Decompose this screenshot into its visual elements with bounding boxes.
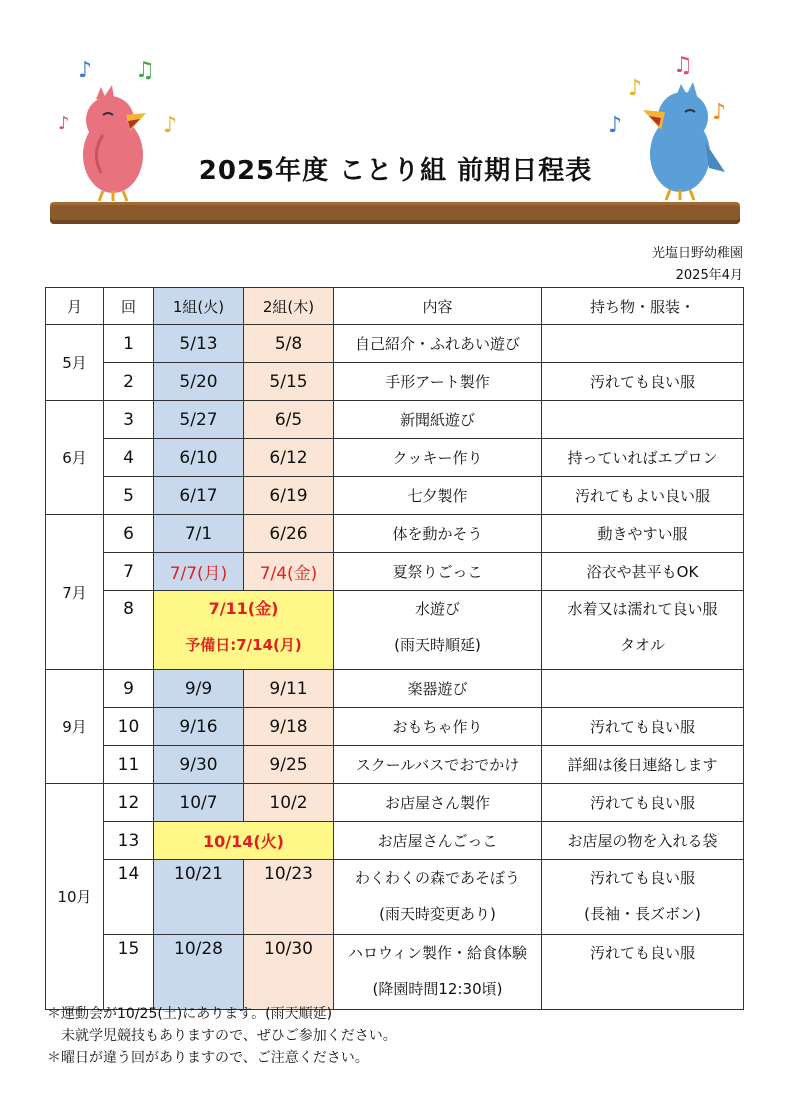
items-cell: お店屋の物を入れる袋 [542, 822, 744, 860]
content-cell [334, 591, 542, 670]
school-name: 光塩日野幼稚園 [651, 246, 743, 261]
table-row [46, 591, 744, 670]
table-row [46, 746, 744, 784]
table-row [46, 670, 744, 708]
merged-date: 10/14(火) [154, 822, 334, 860]
merged-date-cell [154, 591, 334, 670]
class1-date: 5/20 [154, 363, 244, 401]
session-no: 5 [104, 477, 154, 515]
class2-date: 9/25 [244, 746, 334, 784]
session-no: 7 [104, 553, 154, 591]
content-cell: スクールバスでおでかけ [334, 746, 542, 784]
items-cell [542, 670, 744, 708]
schedule-table [45, 287, 744, 1010]
session-no: 10 [104, 708, 154, 746]
items-note: (長袖・長ズボン) [584, 905, 701, 923]
items-cell: 動きやすい服 [542, 515, 744, 553]
content-cell: 夏祭りごっこ [334, 553, 542, 591]
content-cell: 新聞紙遊び [334, 401, 542, 439]
page-title: 2025年度 ことり組 前期日程表 [198, 156, 593, 186]
class2-date: 10/30 [244, 935, 334, 1010]
month-cell: 7月 [46, 515, 104, 670]
class2-date: 10/2 [244, 784, 334, 822]
items-cell: 汚れても良い服 [542, 784, 744, 822]
items-cell: 浴衣や甚平もOK [542, 553, 744, 591]
table-row [46, 784, 744, 822]
school-info [652, 243, 743, 287]
footnote: ＊曜日が違う回がありますので、ご注意ください。 [47, 1050, 369, 1066]
items-cell [542, 591, 744, 670]
branch [50, 202, 740, 224]
content-line: わくわくの森であそぼう [354, 869, 520, 887]
col-items: 持ち物・服装・ [542, 288, 744, 325]
content-cell: おもちゃ作り [334, 708, 542, 746]
items-cell: 汚れても良い服 [542, 708, 744, 746]
footnote: ＊運動会が10/25(土)にあります。(雨天順延) [47, 1006, 333, 1022]
col-class1: 1組(火) [154, 288, 244, 325]
month-cell: 6月 [46, 401, 104, 515]
content-line: 水遊び [414, 600, 460, 618]
content-cell: 手形アート製作 [334, 363, 542, 401]
session-no: 14 [104, 860, 154, 935]
class2-date: 6/19 [244, 477, 334, 515]
content-cell: クッキー作り [334, 439, 542, 477]
reserve-date: 予備日:7/14(月) [185, 636, 302, 654]
class1-date: 10/28 [154, 935, 244, 1010]
table-row [46, 708, 744, 746]
class1-date: 5/27 [154, 401, 244, 439]
header-illustration [0, 0, 791, 240]
col-month: 月 [46, 288, 104, 325]
class2-date: 10/23 [244, 860, 334, 935]
month-cell: 9月 [46, 670, 104, 784]
content-cell: 七夕製作 [334, 477, 542, 515]
footnotes [47, 1003, 397, 1069]
music-note-icon: ♫ [673, 53, 693, 78]
items-cell [542, 325, 744, 363]
class2-date: 7/4(金) [244, 553, 334, 591]
content-cell: 楽器遊び [334, 670, 542, 708]
content-note: (雨天時変更あり) [379, 905, 496, 923]
class1-date: 6/10 [154, 439, 244, 477]
table-row [46, 822, 744, 860]
session-no: 11 [104, 746, 154, 784]
col-class2: 2組(木) [244, 288, 334, 325]
music-note-icon: ♪ [608, 113, 623, 138]
class2-date: 6/26 [244, 515, 334, 553]
items-line: 汚れても良い服 [589, 869, 695, 887]
table-row [46, 325, 744, 363]
col-no: 回 [104, 288, 154, 325]
session-no: 9 [104, 670, 154, 708]
session-no: 13 [104, 822, 154, 860]
content-cell: お店屋さんごっこ [334, 822, 542, 860]
class2-date: 9/18 [244, 708, 334, 746]
content-cell: 自己紹介・ふれあい遊び [334, 325, 542, 363]
session-no: 4 [104, 439, 154, 477]
footnote: 未就学児競技もありますので、ぜひご参加ください。 [47, 1028, 397, 1044]
month-cell: 10月 [46, 784, 104, 1010]
pink-bird-icon [68, 85, 158, 205]
table-header-row [46, 288, 744, 325]
session-no: 3 [104, 401, 154, 439]
table-row [46, 477, 744, 515]
content-cell [334, 935, 542, 1010]
col-content: 内容 [334, 288, 542, 325]
table-row [46, 401, 744, 439]
music-note-icon: ♪ [78, 58, 93, 83]
content-line: ハロウィン製作・給食体験 [347, 944, 528, 962]
class2-date: 5/8 [244, 325, 334, 363]
class1-date: 9/9 [154, 670, 244, 708]
items-cell: 詳細は後日連絡します [542, 746, 744, 784]
class1-date: 10/21 [154, 860, 244, 935]
music-note-icon: ♪ [628, 76, 643, 101]
session-no: 12 [104, 784, 154, 822]
music-note-icon: ♫ [135, 58, 155, 83]
table-row [46, 553, 744, 591]
content-cell [334, 860, 542, 935]
session-no: 6 [104, 515, 154, 553]
content-cell: 体を動かそう [334, 515, 542, 553]
table-row [46, 363, 744, 401]
content-cell: お店屋さん製作 [334, 784, 542, 822]
class2-date: 6/12 [244, 439, 334, 477]
class1-date: 6/17 [154, 477, 244, 515]
class2-date: 5/15 [244, 363, 334, 401]
issue-date: 2025年4月 [675, 268, 743, 283]
items-note: タオル [619, 636, 665, 654]
items-cell [542, 401, 744, 439]
items-cell [542, 935, 744, 1010]
content-note: (雨天時順延) [394, 636, 481, 654]
table-row [46, 935, 744, 1010]
table-row [46, 515, 744, 553]
items-line: 水着又は濡れて良い服 [567, 600, 718, 618]
music-note-icon: ♪ [163, 113, 178, 138]
class1-date: 9/16 [154, 708, 244, 746]
merged-date: 7/11(金) [208, 599, 279, 618]
session-no: 2 [104, 363, 154, 401]
session-no: 8 [104, 591, 154, 670]
table-row [46, 860, 744, 935]
class2-date: 6/5 [244, 401, 334, 439]
session-no: 15 [104, 935, 154, 1010]
class1-date: 7/7(月) [154, 553, 244, 591]
class1-date: 10/7 [154, 784, 244, 822]
class1-date: 9/30 [154, 746, 244, 784]
table-row [46, 439, 744, 477]
class1-date: 7/1 [154, 515, 244, 553]
music-note-icon: ♪ [712, 100, 727, 125]
month-cell: 5月 [46, 325, 104, 401]
items-cell [542, 860, 744, 935]
content-note: (降園時間12:30頃) [372, 980, 503, 998]
class2-date: 9/11 [244, 670, 334, 708]
items-cell: 持っていればエプロン [542, 439, 744, 477]
items-line: 汚れても良い服 [589, 944, 695, 962]
session-no: 1 [104, 325, 154, 363]
items-cell: 汚れてもよい良い服 [542, 477, 744, 515]
items-cell: 汚れても良い服 [542, 363, 744, 401]
music-note-icon: ♪ [58, 113, 70, 134]
class1-date: 5/13 [154, 325, 244, 363]
